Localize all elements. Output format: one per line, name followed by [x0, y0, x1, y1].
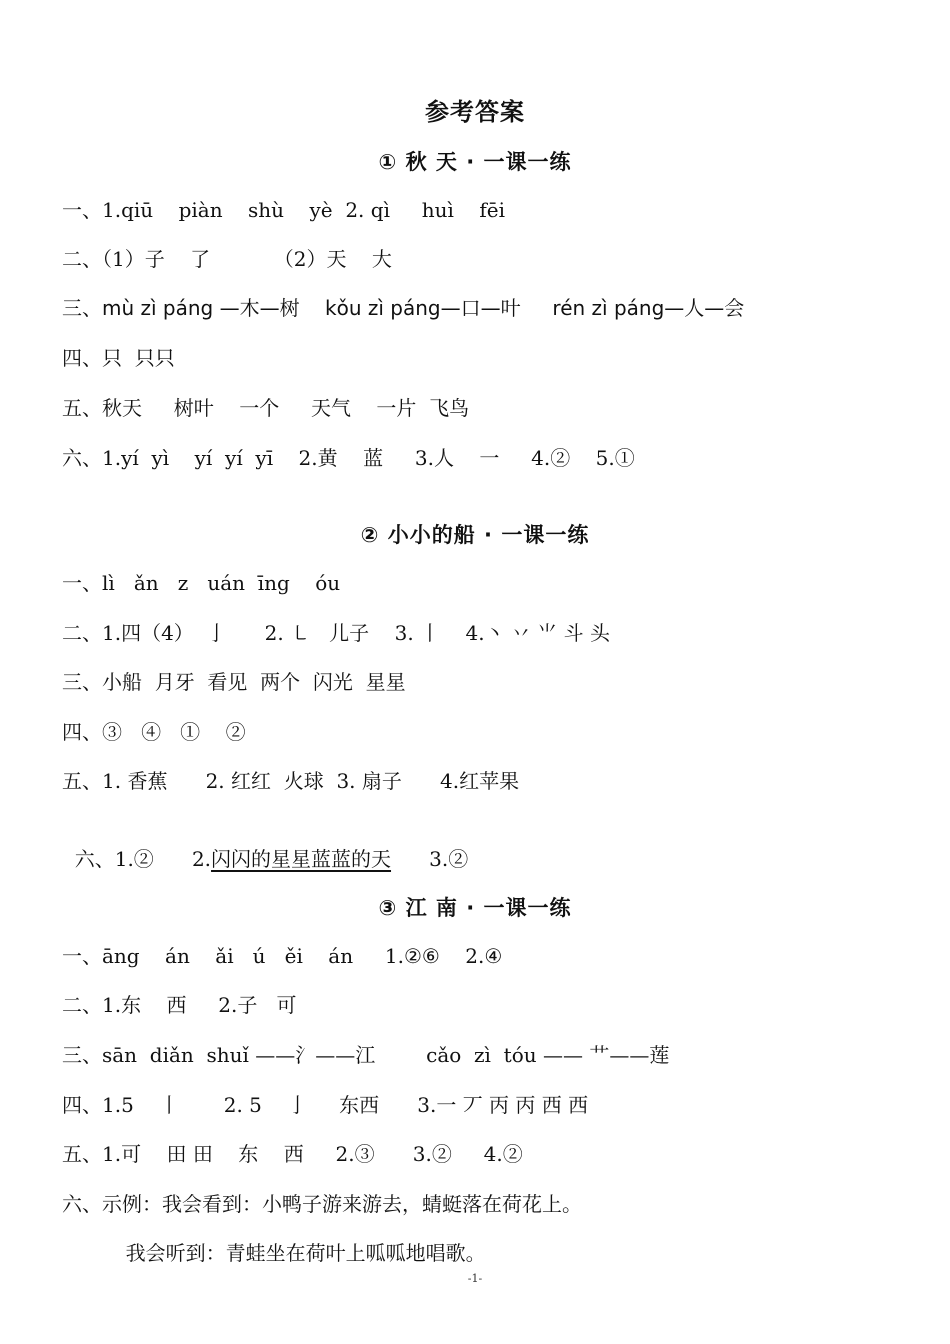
answer-line-suffix: 3.②	[391, 847, 469, 871]
answer-line: 五、1. 香蕉 2. 红红 火球 3. 扇子 4.红苹果	[62, 769, 520, 793]
answer-line	[62, 817, 930, 873]
answer-line: 一、1.qiū piàn shù yè 2. qì huì fēi	[62, 198, 505, 222]
answer-line: 六、示例：我会看到：小鸭子游来游去，蜻蜓落在荷花上。	[62, 1192, 582, 1216]
answer-line: 我会听到：青蛙坐在荷叶上呱呱地唱歌。	[62, 1241, 486, 1265]
answer-line: 二、（1）子 了 （2）天 大	[62, 247, 392, 271]
section-heading-1: ① 秋 天 · 一课一练	[378, 150, 572, 174]
section-heading-3: ③ 江 南 · 一课一练	[378, 896, 572, 920]
answer-line: 三、mù zì páng —木—树 kǒu zì páng—口—叶 rén zì páng—人—会	[62, 296, 745, 320]
answer-line: 六、1.yí yì yí yí yī 2.黄 蓝 3.人 一 4.② 5.①	[62, 446, 635, 470]
answer-line: 二、1.四（4） 亅 2. ㇄ 儿子 3. 丨 4.丶 丷 ⺌ 斗 头	[62, 621, 610, 645]
answer-line: 四、1.5 丨 2. 5 亅 东西 3.一 丆 丙 丙 西 西	[62, 1093, 589, 1117]
page-number: -1-	[467, 1272, 483, 1285]
answer-line: 四、③ ④ ① ②	[62, 720, 246, 744]
answer-line: 五、1.可 田 田 东 西 2.③ 3.② 4.②	[62, 1142, 523, 1166]
answer-line: 四、只 只只	[62, 346, 175, 370]
answer-line: 一、āng án ǎi ú ěi án 1.②⑥ 2.④	[62, 944, 503, 968]
answer-line: 三、sān diǎn shuǐ ——氵——江 cǎo zì tóu —— 艹——莲	[62, 1043, 670, 1067]
answer-line: 五、秋天 树叶 一个 天气 一片 飞鸟	[62, 396, 470, 420]
underlined-answer: 闪闪的星星蓝蓝的天	[211, 847, 392, 871]
answer-line: 一、lì ǎn z uán īng óu	[62, 571, 341, 595]
answer-line: 二、1.东 西 2.子 可	[62, 993, 297, 1017]
answer-line-prefix: 六、1.② 2.	[74, 847, 212, 871]
answer-line: 三、小船 月牙 看见 两个 闪光 星星	[62, 670, 406, 694]
page-title: 参考答案	[425, 98, 525, 126]
section-heading-2: ② 小小的船 · 一课一练	[360, 523, 590, 547]
